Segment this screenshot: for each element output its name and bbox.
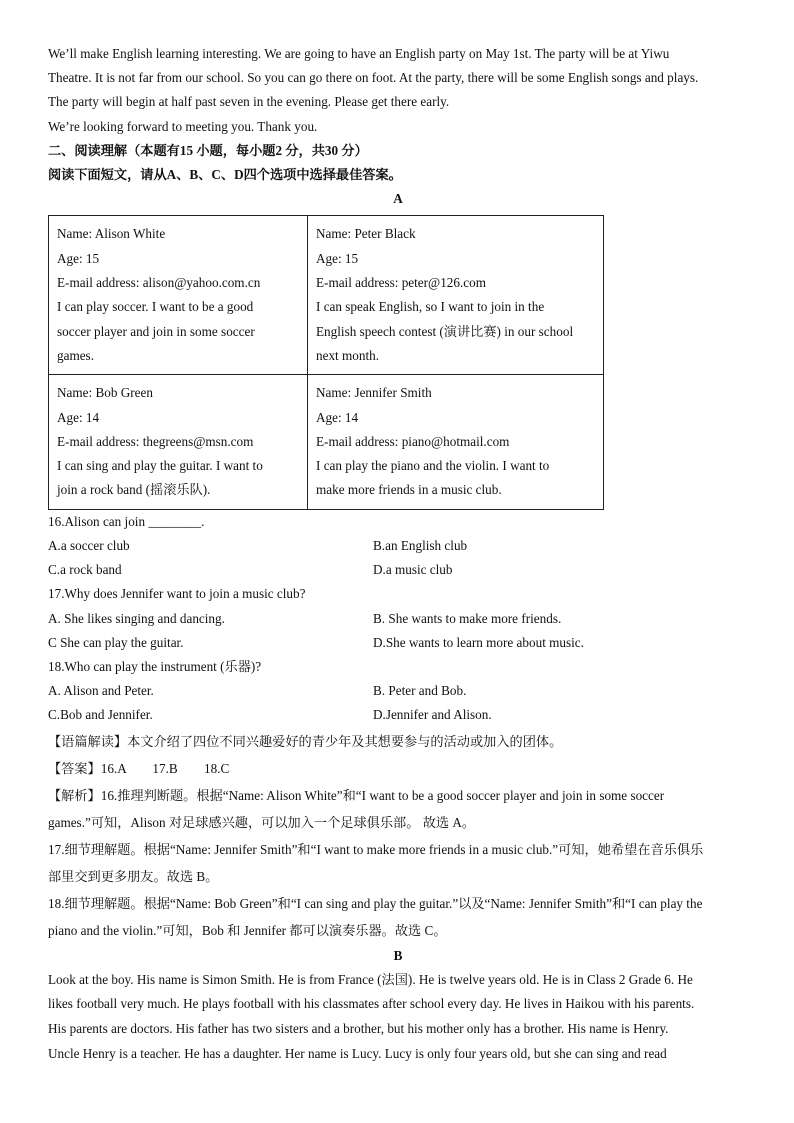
- passage-a-label: A: [393, 191, 403, 207]
- intro-line: The party will begin at half past seven in the evening. Please get there early.: [48, 94, 450, 110]
- profile-line: I can play the piano and the violin. I want to: [316, 458, 550, 474]
- passage-b-line: Uncle Henry is a teacher. He has a daughter. Her name is Lucy. Lucy is only four years old, but she can sing and read: [48, 1045, 667, 1061]
- option-a: A. She likes singing and dancing.: [48, 610, 225, 626]
- analysis-line: 17.细节理解题。根据“Name: Jennifer Smith”和“I want to make more friends in a music club.”可知，她希望在音乐俱乐: [48, 841, 704, 857]
- profile-line: Name: Peter Black: [316, 226, 416, 242]
- analysis-line: 【解析】16.推理判断题。根据“Name: Alison White”和“I want to be a good soccer player and join in some soccer: [48, 787, 665, 803]
- option-c: C She can play the guitar.: [48, 634, 184, 650]
- intro-passage: [48, 42, 748, 139]
- question-options: [48, 607, 748, 655]
- intro-line: We’ll make English learning interesting. We are going to have an English party on May 1st. The party will be at Yiwu: [48, 46, 670, 61]
- profile-line: Name: Alison White: [57, 226, 166, 242]
- question-stem: 16.Alison can join ________.: [48, 513, 205, 529]
- option-d: D.a music club: [373, 562, 453, 578]
- option-b: B. Peter and Bob.: [373, 683, 467, 699]
- intro-line: Theatre. It is not far from our school. So you can go there on foot. At the party, there will be some English songs and plays.: [48, 70, 699, 86]
- option-b: B. She wants to make more friends.: [373, 610, 562, 626]
- profile-line: Age: 14: [57, 409, 100, 425]
- document-page: [48, 42, 748, 1066]
- analysis-line: 18.细节理解题。根据“Name: Bob Green”和“I can sing and play the guitar.”以及“Name: Jennifer Smith”和“I can play the: [48, 895, 703, 911]
- profile-line: Age: 14: [316, 409, 359, 425]
- profile-line: Age: 15: [57, 250, 100, 266]
- profile-line: Name: Bob Green: [57, 385, 153, 401]
- profile-line: E-mail address: alison@yahoo.com.cn: [57, 275, 261, 291]
- profile-line: Age: 15: [316, 250, 359, 266]
- option-b: B.an English club: [373, 537, 468, 553]
- question-17: [48, 582, 748, 655]
- analysis-line: piano and the violin.”可知，Bob 和 Jennifer 都可以演奏乐器。故选 C。: [48, 922, 447, 938]
- profiles-table: [48, 215, 604, 509]
- question-16: [48, 510, 748, 583]
- passage-b: [48, 968, 748, 1066]
- profile-line: E-mail address: piano@hotmail.com: [316, 433, 510, 449]
- profile-line: games.: [57, 347, 94, 363]
- profile-line: Name: Jennifer Smith: [316, 385, 432, 401]
- profile-line: E-mail address: peter@126.com: [316, 275, 486, 291]
- profile-line: join a rock band (摇滚乐队).: [57, 482, 211, 498]
- profile-line: I can play soccer. I want to be a good: [57, 299, 254, 315]
- profile-card-peter: [308, 216, 604, 375]
- profile-line: E-mail address: thegreens@msn.com: [57, 433, 254, 449]
- analysis-line: 部里交到更多朋友。故选 B。: [48, 868, 219, 884]
- option-d: D.Jennifer and Alison.: [373, 707, 492, 723]
- passage-b-label: B: [393, 947, 403, 963]
- section-title: 二、阅读理解（本题有15 小题，每小题2 分，共30 分）: [48, 142, 368, 158]
- question-options: [48, 534, 748, 582]
- profile-card-jennifer: [308, 375, 604, 509]
- option-a: A. Alison and Peter.: [48, 683, 154, 699]
- option-c: C.Bob and Jennifer.: [48, 707, 153, 723]
- profile-line: English speech contest (演讲比赛) in our school: [316, 323, 574, 339]
- profile-card-alison: [49, 216, 308, 375]
- passage-summary: 【语篇解读】本文介绍了四位不同兴趣爱好的青少年及其想要参与的活动或加入的团体。: [48, 733, 563, 749]
- passage-b-line: Look at the boy. His name is Simon Smith. He is from France (法国). He is twelve years old. He is in Class 2 Grade 6. He: [48, 971, 693, 987]
- question-18: [48, 655, 748, 728]
- analysis-section: [48, 728, 748, 944]
- instruction: 阅读下面短文，请从A、B、C、D四个选项中选择最佳答案。: [48, 167, 402, 183]
- option-d: D.She wants to learn more about music.: [373, 634, 584, 650]
- profile-line: make more friends in a music club.: [316, 482, 502, 498]
- intro-line: We’re looking forward to meeting you. Thank you.: [48, 118, 318, 134]
- profile-line: I can sing and play the guitar. I want to: [57, 458, 263, 474]
- analysis-line: games.”可知，Alison 对足球感兴趣，可以加入一个足球俱乐部。 故选 A。: [48, 814, 476, 830]
- profile-line: soccer player and join in some soccer: [57, 323, 255, 339]
- question-stem: 17.Why does Jennifer want to join a music club?: [48, 586, 306, 602]
- option-a: A.a soccer club: [48, 537, 130, 553]
- passage-b-line: likes football very much. He plays football with his classmates after school every day. He lives in Haikou with his parents.: [48, 996, 695, 1012]
- answer-key: 【答案】16.A 17.B 18.C: [48, 760, 230, 776]
- profile-card-bob: [49, 375, 308, 509]
- profile-line: next month.: [316, 347, 380, 363]
- passage-b-line: His parents are doctors. His father has two sisters and a brother, but his mother only has a brother. His name is Henry.: [48, 1020, 669, 1036]
- question-stem: 18.Who can play the instrument (乐器)?: [48, 658, 262, 674]
- option-c: C.a rock band: [48, 562, 122, 578]
- question-options: [48, 679, 748, 727]
- profile-line: I can speak English, so I want to join in the: [316, 299, 545, 315]
